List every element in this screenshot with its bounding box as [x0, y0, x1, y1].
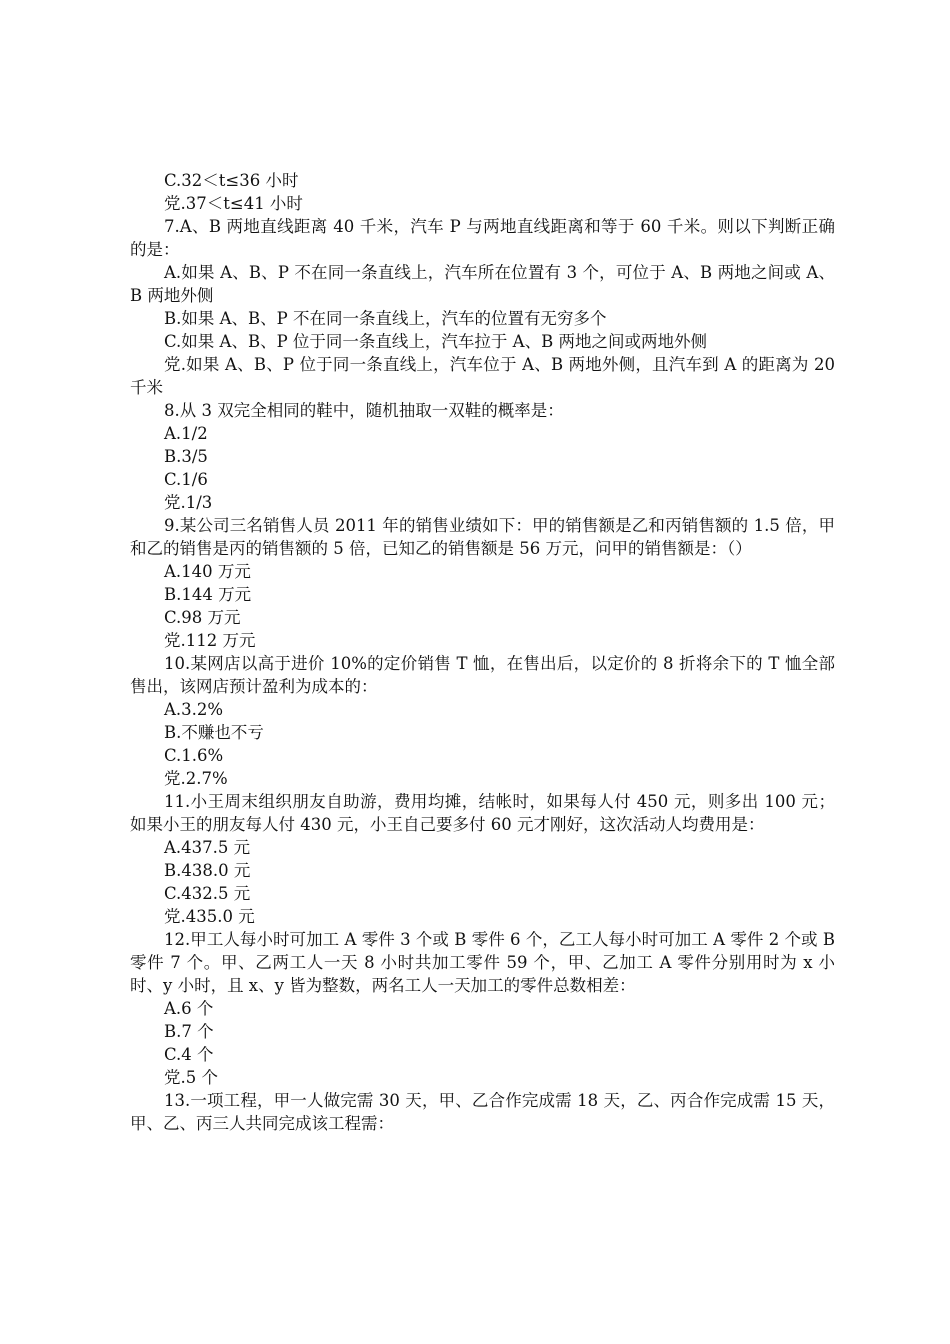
question-9: 9.某公司三名销售人员 2011 年的销售业绩如下：甲的销售额是乙和丙销售额的 1.5 倍，甲和乙的销售是丙的销售额的 5 倍，已知乙的销售额是 56 万元，问甲的销售额是：（） [130, 516, 835, 558]
option-line: C.32＜t≤36 小时 [164, 171, 299, 190]
option-line: 党.37＜t≤41 小时 [164, 194, 303, 213]
option-line: C.4 个 [164, 1045, 214, 1064]
option-line: B.7 个 [164, 1022, 214, 1041]
option-line: 党.112 万元 [164, 631, 256, 650]
option-line: C.如果 A、B、P 位于同一条直线上，汽车拉于 A、B 两地之间或两地外侧 [164, 332, 707, 351]
option-line: A.6 个 [164, 999, 214, 1018]
option-line: C.1/6 [164, 470, 208, 489]
option-line: A.3.2% [164, 700, 224, 719]
option-line: A.1/2 [164, 424, 208, 443]
question-8: 8.从 3 双完全相同的鞋中，随机抽取一双鞋的概率是： [164, 401, 564, 420]
option-line: C.1.6% [164, 746, 224, 765]
question-7: 7.A、B 两地直线距离 40 千米，汽车 P 与两地直线距离和等于 60 千米。则以下判断正确的是： [130, 217, 835, 259]
option-line: B.438.0 元 [164, 861, 251, 880]
question-12: 12.甲工人每小时可加工 A 零件 3 个或 B 零件 6 个，乙工人每小时可加工 A 零件 2 个或 B 零件 7 个。甲、乙两工人一天 8 小时共加工零件 59 个，甲、乙加工 A 零件分别用时为 x 小时、y 小时，且 x、y 皆为整数，两名工人一天加工的零件总数相差： [130, 930, 835, 995]
question-10: 10.某网店以高于进价 10%的定价销售 T 恤，在售出后，以定价的 8 折将余下的 T 恤全部售出，该网店预计盈利为成本的： [130, 654, 835, 696]
option-line: 党.2.7% [164, 769, 228, 788]
option-line: 党.435.0 元 [164, 907, 255, 926]
option-line: A.140 万元 [164, 562, 251, 581]
option-line: C.432.5 元 [164, 884, 251, 903]
document-body [130, 169, 835, 1135]
question-11: 11.小王周末组织朋友自助游，费用均摊，结帐时，如果每人付 450 元，则多出 100 元；如果小王的朋友每人付 430 元，小王自己要多付 60 元才刚好，这次活动人均费用是： [130, 792, 835, 834]
option-line: A.437.5 元 [164, 838, 251, 857]
option-line: B.3/5 [164, 447, 208, 466]
option-line: 党.5 个 [164, 1068, 218, 1087]
option-line: B.144 万元 [164, 585, 252, 604]
option-line: B.不赚也不亏 [164, 723, 264, 742]
option-line: 党.如果 A、B、P 位于同一条直线上，汽车位于 A、B 两地外侧，且汽车到 A 的距离为 20 千米 [130, 355, 835, 397]
option-line: 党.1/3 [164, 493, 213, 512]
option-line: B.如果 A、B、P 不在同一条直线上，汽车的位置有无穷多个 [164, 309, 607, 328]
question-13: 13.一项工程，甲一人做完需 30 天，甲、乙合作完成需 18 天，乙、丙合作完成需 15 天，甲、乙、丙三人共同完成该工程需： [130, 1091, 835, 1133]
option-line: A.如果 A、B、P 不在同一条直线上，汽车所在位置有 3 个，可位于 A、B 两地之间或 A、B 两地外侧 [130, 263, 835, 305]
option-line: C.98 万元 [164, 608, 241, 627]
